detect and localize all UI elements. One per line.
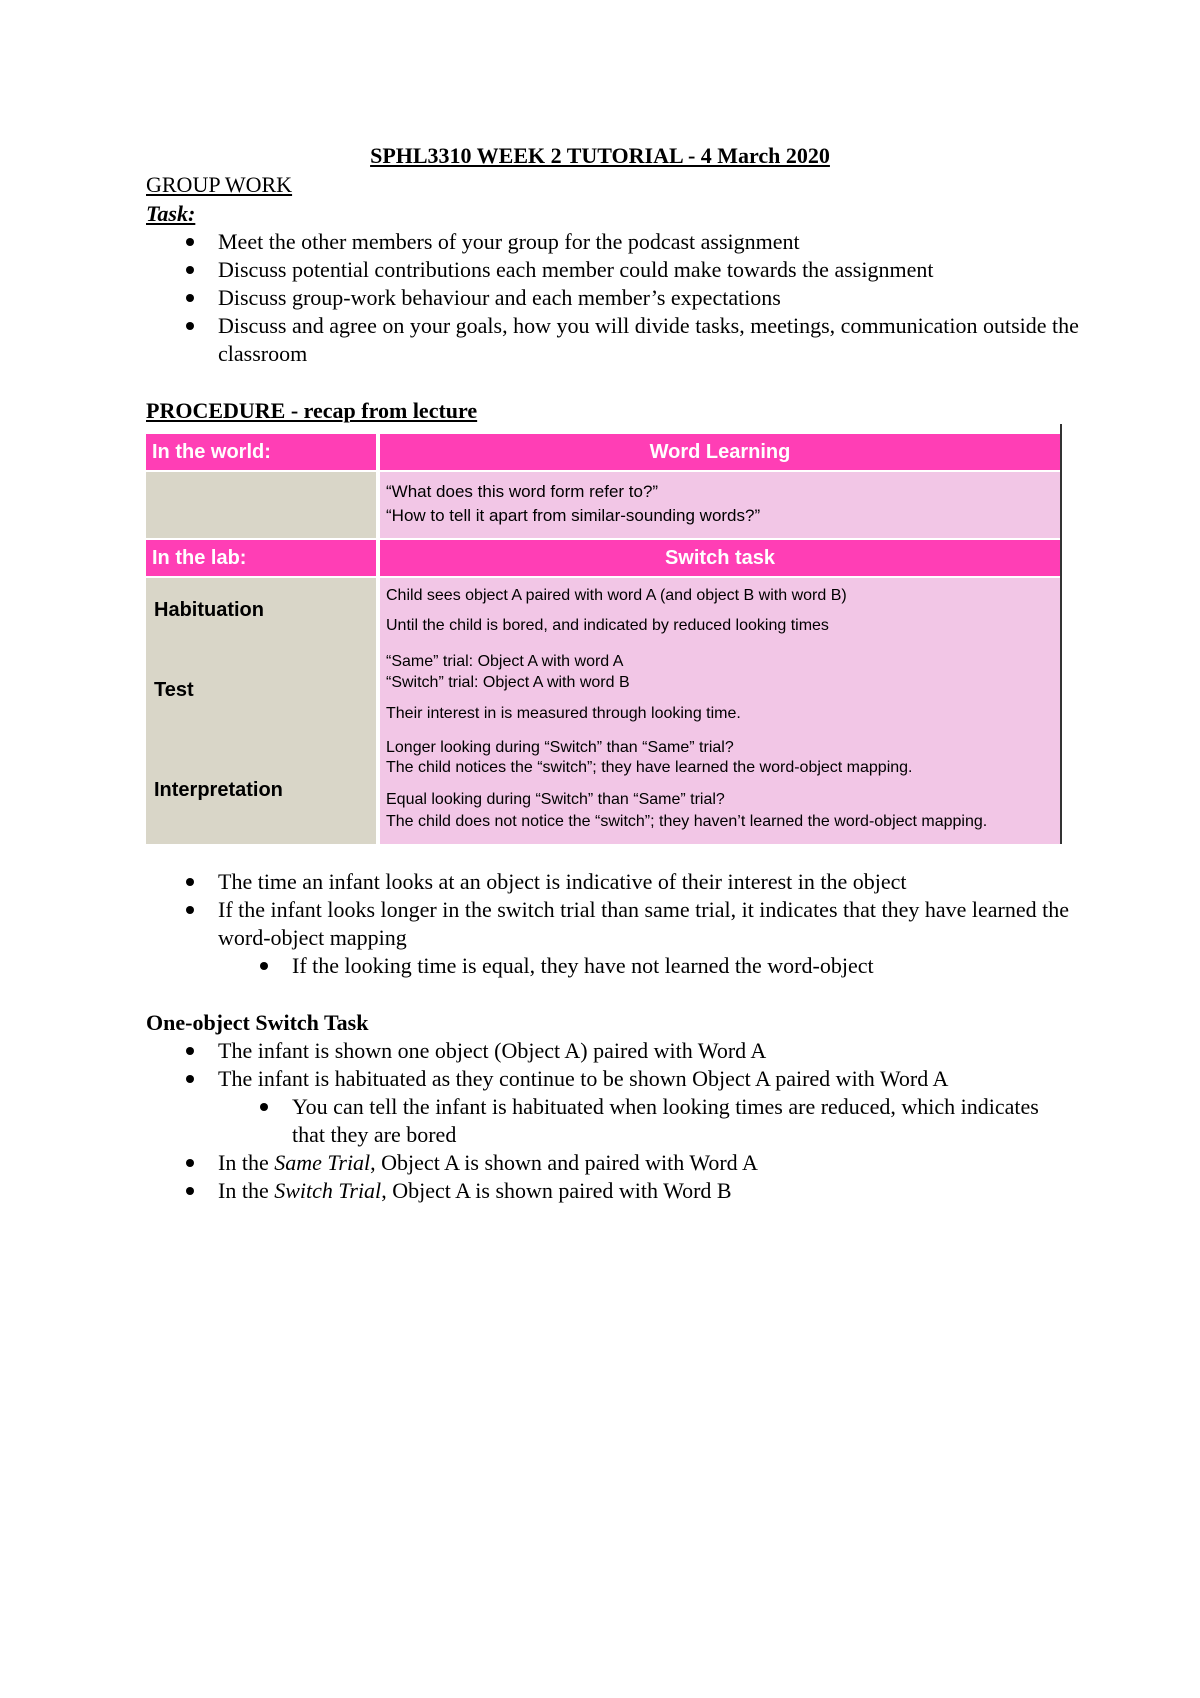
list-item: Meet the other members of your group for the podcast assignment [146,228,1200,256]
one-object-heading: One-object Switch Task [146,1010,369,1035]
task-label: Task: [146,201,196,226]
habituation-label: Habituation [154,599,264,621]
lab-label-cell [146,540,376,576]
phase-descriptions-cell [380,578,1060,844]
switch-task-header: Switch task [664,547,776,569]
question-1: “What does this word form refer to?” [386,482,659,501]
list-item: Discuss potential contributions each member could make towards the assignment [146,256,1200,284]
question-2: “How to tell it apart from similar-sounding words?” [386,506,761,525]
phase-labels-cell [146,578,376,844]
list-item: If the infant looks longer in the switch trial than same trial, it indicates that they have learned the word-object mapping [146,896,1118,952]
interpretation-label: Interpretation [154,779,283,801]
list-item: The time an infant looks at an object is indicative of their interest in the object [146,868,1200,896]
lab-label: In the lab: [152,547,247,569]
list-item [146,1149,1200,1177]
test-text-2: “Switch” trial: Object A with word B [386,674,630,691]
procedure-list [146,868,1200,980]
list-item: You can tell the infant is habituated when looking times are reduced, which indicates that they are bored [146,1093,1042,1149]
item-text: In the [218,1178,275,1203]
list-item: Discuss group-work behaviour and each member’s expectations [146,284,1200,312]
table-border [1060,424,1062,844]
interpretation-text-1: Longer looking during “Switch” than “Same” trial? [386,739,734,756]
world-questions-cell [380,472,1060,538]
same-trial-em: Same Trial [274,1150,371,1175]
test-text-1: “Same” trial: Object A with word A [386,653,624,670]
item-text: , Object A is shown and paired with Word A [370,1150,758,1175]
test-text-3: Their interest in is measured through looking time. [386,705,741,722]
interpretation-text-2: The child notices the “switch”; they have learned the word-object mapping. [386,759,913,776]
interpretation-text-3: Equal looking during “Switch” than “Same” trial? [386,791,725,808]
procedure-table [146,434,1062,844]
group-work-heading: GROUP WORK [146,172,293,197]
switch-task-cell [380,540,1060,576]
word-learning-cell [380,434,1060,470]
world-empty-cell [146,472,376,538]
world-label: In the world: [152,441,271,463]
list-item: The infant is shown one object (Object A) paired with Word A [146,1037,1200,1065]
switch-trial-em: Switch Trial [274,1178,382,1203]
world-label-cell [146,434,376,470]
item-text: , Object A is shown paired with Word B [381,1178,732,1203]
list-item [146,1177,1200,1205]
procedure-heading: PROCEDURE - recap from lecture [146,398,478,423]
document-title: SPHL3310 WEEK 2 TUTORIAL - 4 March 2020 [370,143,830,168]
interpretation-text-4: The child does not notice the “switch”; they haven’t learned the word-object mapping. [386,813,988,830]
list-item: The infant is habituated as they continue to be shown Object A paired with Word A [146,1065,1200,1093]
test-label: Test [154,679,194,701]
list-item: Discuss and agree on your goals, how you will divide tasks, meetings, communication outside the classroom [146,312,1138,368]
list-item: If the looking time is equal, they have not learned the word-object [146,952,1192,980]
habituation-text-1: Child sees object A paired with word A (and object B with word B) [386,587,847,604]
group-work-list [146,228,1200,368]
word-learning-header: Word Learning [649,441,791,463]
one-object-list [146,1037,1200,1205]
habituation-text-2: Until the child is bored, and indicated by reduced looking times [386,617,829,634]
item-text: In the [218,1150,275,1175]
